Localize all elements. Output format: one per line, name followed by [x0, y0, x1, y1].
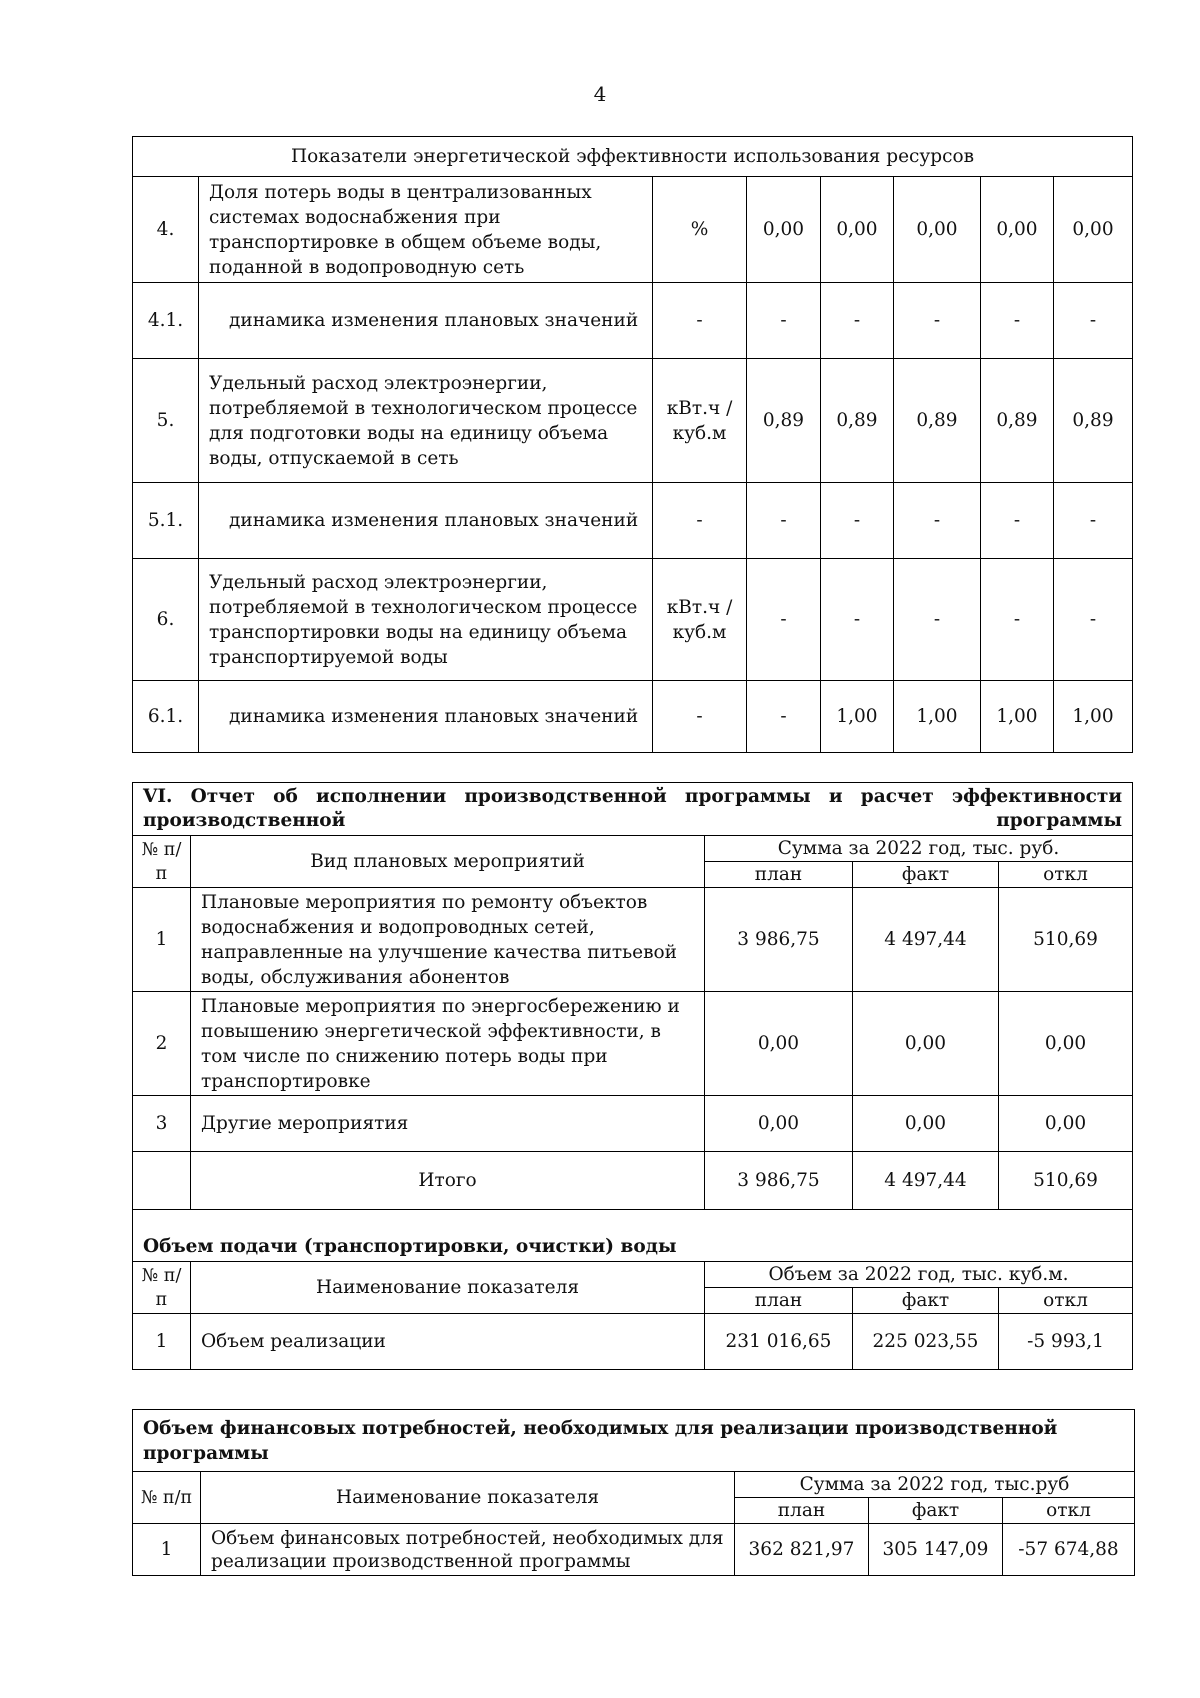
row-value: 1,00: [981, 681, 1054, 753]
col-header-num: № п/п: [133, 836, 191, 888]
row-name: Удельный расход электроэнергии, потребляемой в технологическом процессе для подготовки воды на единицу объема воды, отпускаемой в сеть: [199, 359, 653, 483]
col-header-plan: план: [705, 1288, 853, 1314]
col-header-fact: факт: [869, 1498, 1003, 1524]
row-name: динамика изменения плановых значений: [199, 681, 653, 753]
row-value: -: [894, 283, 981, 359]
table-row: [133, 177, 1133, 283]
row-value: -: [1054, 483, 1133, 559]
col-header-plan: план: [705, 862, 853, 888]
page-number: 4: [593, 82, 607, 106]
program-report-table: [132, 782, 1133, 1370]
col-header-otkl: откл: [999, 862, 1133, 888]
total-row: [133, 1152, 1133, 1210]
row-value: -: [747, 283, 821, 359]
row-number: 1: [133, 1524, 201, 1576]
row-fact: 305 147,09: [869, 1524, 1003, 1576]
row-otkl: -5 993,1: [999, 1314, 1133, 1370]
row-value: 0,00: [821, 177, 894, 283]
row-name: динамика изменения плановых значений: [199, 483, 653, 559]
row-otkl: 510,69: [999, 888, 1133, 992]
section-title: VI. Отчет об исполнении производственной программы и расчет эффективности производственной программы: [133, 783, 1133, 836]
row-value: 0,00: [1054, 177, 1133, 283]
row-value: 1,00: [1054, 681, 1133, 753]
row-value: 0,00: [747, 177, 821, 283]
energy-efficiency-table: [132, 136, 1133, 753]
table-row: [133, 1096, 1133, 1152]
row-value: 0,89: [981, 359, 1054, 483]
row-value: -: [821, 483, 894, 559]
row-name: Удельный расход электроэнергии, потребляемой в технологическом процессе транспортировки воды на единицу объема транспортируемой воды: [199, 559, 653, 681]
row-number: 2: [133, 992, 191, 1096]
volume-title: Объем подачи (транспортировки, очистки) воды: [133, 1210, 1133, 1262]
table-row: [133, 283, 1133, 359]
row-name: Объем реализации: [191, 1314, 705, 1370]
row-otkl: -57 674,88: [1003, 1524, 1135, 1576]
row-value: -: [981, 283, 1054, 359]
table-row: [133, 992, 1133, 1096]
row-name: Плановые мероприятия по энергосбережению и повышению энергетической эффективности, в том числе по снижению потерь воды при транспортировке: [191, 992, 705, 1096]
row-number: 6.1.: [133, 681, 199, 753]
row-value: -: [1054, 283, 1133, 359]
table-row: [133, 1314, 1133, 1370]
row-value: 1,00: [821, 681, 894, 753]
total-otkl: 510,69: [999, 1152, 1133, 1210]
col-header-plan: план: [735, 1498, 869, 1524]
table-row: [133, 1524, 1135, 1576]
row-number: 6.: [133, 559, 199, 681]
row-plan: 0,00: [705, 992, 853, 1096]
row-otkl: 0,00: [999, 1096, 1133, 1152]
row-value: 0,89: [747, 359, 821, 483]
total-label: Итого: [191, 1152, 705, 1210]
table-header: Показатели энергетической эффективности использования ресурсов: [133, 137, 1133, 177]
row-plan: 3 986,75: [705, 888, 853, 992]
row-fact: 0,00: [853, 992, 999, 1096]
row-name: динамика изменения плановых значений: [199, 283, 653, 359]
row-value: -: [894, 483, 981, 559]
row-value: -: [981, 559, 1054, 681]
table-row: [133, 559, 1133, 681]
col-header-num: № п/п: [133, 1472, 201, 1524]
row-value: -: [1054, 559, 1133, 681]
col-header-fact: факт: [853, 862, 999, 888]
row-value: 0,00: [981, 177, 1054, 283]
row-number: 5.1.: [133, 483, 199, 559]
row-fact: 225 023,55: [853, 1314, 999, 1370]
col-header-num: № п/п: [133, 1262, 191, 1314]
finance-title: Объем финансовых потребностей, необходимых для реализации производственной программы: [133, 1410, 1135, 1472]
row-value: -: [747, 559, 821, 681]
row-unit: %: [653, 177, 747, 283]
row-name: Плановые мероприятия по ремонту объектов водоснабжения и водопроводных сетей, направленные на улучшение качества питьевой воды, обслуживания абонентов: [191, 888, 705, 992]
row-name: Доля потерь воды в централизованных системах водоснабжения при транспортировке в общем объеме воды, поданной в водопроводную сеть: [199, 177, 653, 283]
row-unit: -: [653, 483, 747, 559]
col-header-sum: Сумма за 2022 год, тыс.руб: [735, 1472, 1135, 1498]
total-plan: 3 986,75: [705, 1152, 853, 1210]
col-header-otkl: откл: [999, 1288, 1133, 1314]
row-plan: 231 016,65: [705, 1314, 853, 1370]
table-row: [133, 681, 1133, 753]
row-number: 5.: [133, 359, 199, 483]
financial-needs-table: [132, 1409, 1135, 1576]
col-header-fact: факт: [853, 1288, 999, 1314]
row-value: -: [747, 483, 821, 559]
row-number: 4.: [133, 177, 199, 283]
row-value: -: [747, 681, 821, 753]
col-header-name: Наименование показателя: [201, 1472, 735, 1524]
row-value: -: [894, 559, 981, 681]
row-number: 1: [133, 1314, 191, 1370]
table-row: [133, 888, 1133, 992]
row-name: Объем финансовых потребностей, необходимых для реализации производственной программы: [201, 1524, 735, 1576]
total-fact: 4 497,44: [853, 1152, 999, 1210]
col-header-otkl: откл: [1003, 1498, 1135, 1524]
row-unit: кВт.ч / куб.м: [653, 359, 747, 483]
row-fact: 4 497,44: [853, 888, 999, 992]
table-row: [133, 359, 1133, 483]
col-header-name: Наименование показателя: [191, 1262, 705, 1314]
row-value: 0,89: [821, 359, 894, 483]
row-number: 3: [133, 1096, 191, 1152]
row-value: -: [821, 283, 894, 359]
row-value: 1,00: [894, 681, 981, 753]
row-unit: -: [653, 283, 747, 359]
row-otkl: 0,00: [999, 992, 1133, 1096]
col-header-sum: Сумма за 2022 год, тыс. руб.: [705, 836, 1133, 862]
row-value: 0,00: [894, 177, 981, 283]
row-fact: 0,00: [853, 1096, 999, 1152]
row-value: -: [821, 559, 894, 681]
row-name: Другие мероприятия: [191, 1096, 705, 1152]
row-number: 1: [133, 888, 191, 992]
row-plan: 0,00: [705, 1096, 853, 1152]
col-header-sum: Объем за 2022 год, тыс. куб.м.: [705, 1262, 1133, 1288]
col-header-name: Вид плановых мероприятий: [191, 836, 705, 888]
row-value: 0,89: [894, 359, 981, 483]
row-number: 4.1.: [133, 283, 199, 359]
row-unit: -: [653, 681, 747, 753]
total-number-cell: [133, 1152, 191, 1210]
row-value: 0,89: [1054, 359, 1133, 483]
row-plan: 362 821,97: [735, 1524, 869, 1576]
row-unit: кВт.ч / куб.м: [653, 559, 747, 681]
row-value: -: [981, 483, 1054, 559]
table-row: [133, 483, 1133, 559]
